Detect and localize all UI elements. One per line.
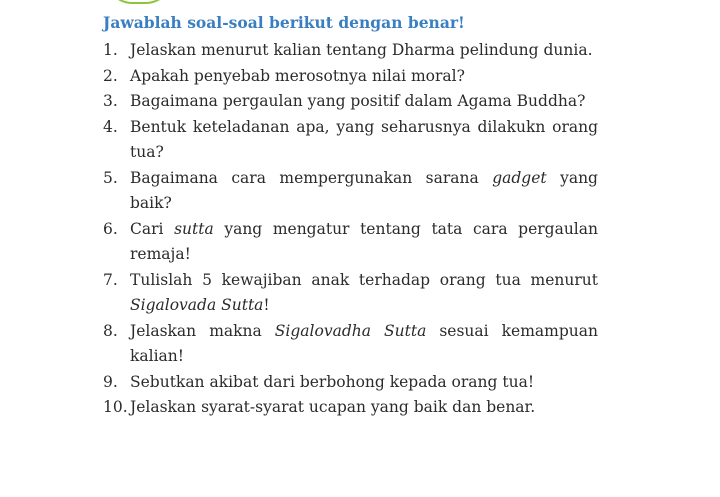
question-text-part: Bagaimana pergaulan yang positif dalam Agama Buddha? [130,92,586,110]
question-number: 3. [103,92,118,110]
question-item [103,370,598,396]
question-item [103,64,598,90]
question-item [103,38,598,64]
question-text-part: Tulislah 5 kewajiban anak terhadap orang tua menurut [130,270,598,289]
question-number: 5. [103,168,118,187]
question-text [130,89,598,115]
question-item [103,115,598,166]
question-text [130,395,598,421]
question-text [130,166,598,217]
question-item [103,166,598,217]
question-text-part: Bentuk keteladanan apa, yang seharusnya dilakukn orang tua? [130,117,598,161]
question-text-part: Sebutkan akibat dari berbohong kepada orang tua! [130,372,535,391]
question-text [130,370,598,396]
question-number: 6. [103,219,118,238]
question-text [130,38,598,64]
question-text-part: Bagaimana cara mempergunakan sarana [130,168,493,187]
question-item [103,395,598,421]
question-item [103,217,598,268]
question-italic-term: Sigalovada Sutta [130,296,264,314]
question-number: 1. [103,41,118,59]
question-text-part: Apakah penyebab merosotnya nilai moral? [130,66,465,85]
question-italic-term: gadget [492,168,547,187]
question-text-part: yang baik? [130,168,598,212]
question-text [130,115,598,166]
question-text-part: Jelaskan makna [130,321,275,340]
question-text [130,217,598,268]
exercise-heading: Jawablah soal-soal berikut dengan benar! [103,13,465,32]
question-text-part: sesuai kemampuan kalian! [130,321,598,365]
question-text-part: Cari [130,219,175,238]
question-item [103,89,598,115]
question-text [130,268,598,319]
question-text-part: Jelaskan syarat-syarat ucapan yang baik dan benar. [130,398,536,416]
question-text-part: ! [263,296,270,314]
question-list [103,38,598,421]
question-text-part: Jelaskan menurut kalian tentang Dharma pelindung dunia. [130,41,593,59]
question-italic-term: sutta [174,219,214,238]
question-text [130,64,598,90]
exercise-section [103,12,598,421]
question-number: 2. [103,66,118,85]
question-number: 9. [103,372,118,391]
decorative-arc [106,0,172,4]
question-italic-term: Sigalovadha Sutta [274,321,427,340]
question-text [130,319,598,370]
question-number: 7. [103,270,118,289]
question-item [103,268,598,319]
question-number: 8. [103,321,118,340]
question-text-part: yang mengatur tentang tata cara pergaulan remaja! [130,219,598,263]
question-item [103,319,598,370]
question-number: 4. [103,117,118,136]
question-number: 10. [103,398,128,416]
